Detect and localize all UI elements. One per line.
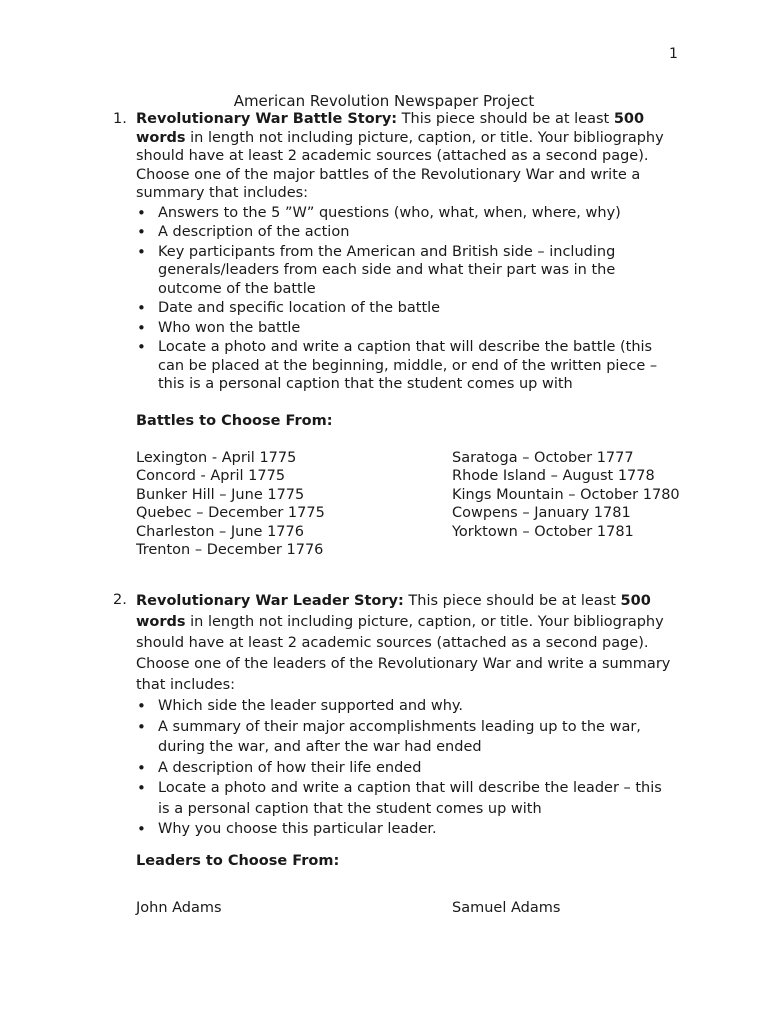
requirements-list (136, 696, 673, 840)
battles-choices (136, 412, 696, 560)
intro-text-b: in length not including picture, caption, or title. Your bibliography should have at least 2 academic sources (attached as a second page). Choose one of the major battles of the Revolutionary War and write a summary that includes: (136, 129, 664, 201)
document-title (0, 92, 768, 111)
list-item: Concord - April 1775 (136, 468, 286, 484)
list-item: • Who won the battle (136, 319, 673, 338)
document-title-text: American Revolution Newspaper Project (233, 92, 535, 110)
section-heading: Revolutionary War Battle Story: (136, 111, 398, 127)
section-number: 1. (113, 111, 127, 127)
list-item: Cowpens – January 1781 (452, 505, 631, 521)
choices-heading: Leaders to Choose From: (136, 853, 340, 869)
list-item: • A summary of their major accomplishments leading up to the war, during the war, and after the war had ended (136, 717, 673, 758)
section-number: 2. (113, 592, 127, 608)
list-item: Samuel Adams (452, 899, 561, 916)
list-item: Rhode Island – August 1778 (452, 468, 655, 484)
list-item: • Answers to the 5 ”W” questions (who, what, when, where, why) (136, 204, 673, 223)
choices-heading: Battles to Choose From: (136, 413, 333, 429)
list-item: • Why you choose this particular leader. (136, 819, 673, 840)
section-intro (136, 110, 673, 203)
list-item: Trenton – December 1776 (136, 542, 324, 558)
list-item: • Locate a photo and write a caption that will describe the leader – this is a personal caption that the student comes up with (136, 778, 673, 819)
intro-word-count: 500 words (136, 593, 651, 630)
list-item: Charleston – June 1776 (136, 523, 304, 540)
list-item: • Locate a photo and write a caption that will describe the battle (this can be placed at the beginning, middle, or end of the written piece – this is a personal caption that the student comes up with (136, 338, 673, 394)
section-leader-story (113, 591, 673, 840)
page-number: 1 (669, 46, 678, 62)
intro-text-a: This piece should be at least (397, 111, 614, 127)
list-item: • Which side the leader supported and why. (136, 696, 673, 717)
list-item: Kings Mountain – October 1780 (452, 486, 680, 503)
choices-column-right (452, 899, 682, 918)
list-item: Saratoga – October 1777 (452, 449, 634, 466)
intro-text-b: in length not including picture, caption, or title. Your bibliography should have at least 2 academic sources (attached as a second page). Choose one of the leaders of the Revolutionary War and write a summary that includes: (136, 614, 671, 693)
section-intro (136, 591, 673, 696)
list-item: Lexington - April 1775 (136, 449, 297, 466)
requirements-list (136, 204, 673, 394)
section-battle-story (113, 110, 673, 394)
list-item: • A description of how their life ended (136, 758, 673, 779)
list-item: Bunker Hill – June 1775 (136, 486, 305, 503)
section-heading: Revolutionary War Leader Story: (136, 593, 404, 609)
choices-column-right (452, 449, 682, 560)
list-item: • Key participants from the American and British side – including generals/leaders from each side and what their part was in the outcome of the battle (136, 243, 673, 299)
choices-column-left (136, 899, 452, 918)
list-item: • Date and specific location of the battle (136, 299, 673, 318)
list-item: Quebec – December 1775 (136, 505, 325, 521)
leaders-choices (136, 852, 696, 917)
list-item: • A description of the action (136, 223, 673, 242)
list-item: John Adams (136, 899, 222, 916)
list-item: Yorktown – October 1781 (452, 523, 634, 540)
intro-word-count: 500 words (136, 111, 645, 146)
intro-text-a: This piece should be at least (403, 593, 621, 609)
choices-column-left (136, 449, 452, 560)
